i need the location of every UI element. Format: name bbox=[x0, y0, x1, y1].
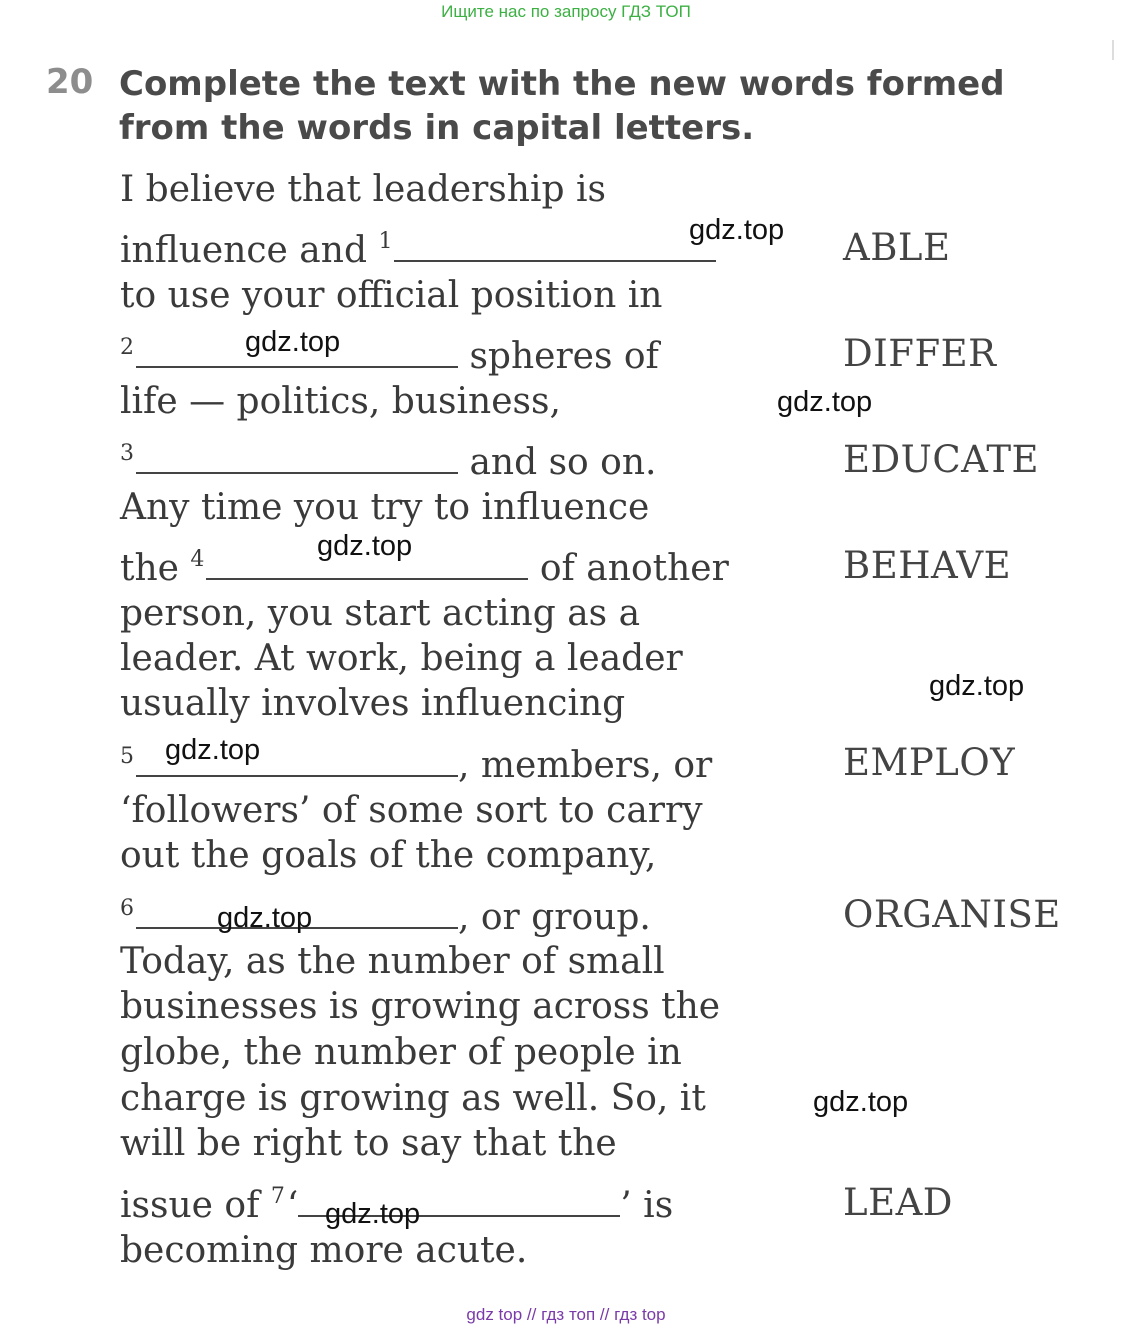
exercise-title: Complete the text with the new words formed from the words in capital letters. bbox=[119, 64, 1005, 148]
text-line-4 bbox=[120, 337, 659, 375]
capital-word-organise: ORGANISE bbox=[843, 893, 1061, 936]
exercise-number: 20 bbox=[46, 62, 94, 102]
text-fragment: , members, or bbox=[458, 745, 713, 786]
gap-number-5: 5 bbox=[120, 744, 134, 769]
text-line-18: globe, the number of people in bbox=[120, 1032, 682, 1073]
text-fragment: and so on. bbox=[458, 442, 657, 483]
text-fragment: issue of bbox=[120, 1185, 271, 1226]
opening-quote: ‘ bbox=[286, 1185, 299, 1226]
watermark: gdz.top bbox=[929, 670, 1025, 702]
text-fragment: ’ is bbox=[620, 1185, 674, 1226]
watermark: gdz.top bbox=[777, 386, 873, 418]
watermark: gdz.top bbox=[325, 1198, 421, 1230]
capital-word-lead: LEAD bbox=[843, 1181, 953, 1224]
watermark: gdz.top bbox=[689, 214, 785, 246]
page-edge-mark bbox=[1112, 40, 1114, 60]
text-line-17: businesses is growing across the bbox=[120, 986, 721, 1027]
gap-number-6: 6 bbox=[120, 896, 134, 921]
watermark: gdz.top bbox=[245, 326, 341, 358]
capital-word-able: ABLE bbox=[843, 226, 951, 269]
gap-number-1: 1 bbox=[378, 229, 393, 254]
capital-word-educate: EDUCATE bbox=[843, 438, 1040, 481]
footer-links[interactable]: gdz top // гдз топ // гдз top bbox=[466, 1305, 666, 1324]
gap-number-3: 3 bbox=[120, 441, 134, 466]
top-banner[interactable]: Ищите нас по запросу ГДЗ ТОП bbox=[441, 2, 691, 21]
gap-blank-3[interactable] bbox=[136, 444, 458, 474]
text-line-14: out the goals of the company, bbox=[120, 835, 657, 876]
text-line-9: person, you start acting as a bbox=[120, 593, 641, 634]
text-fragment: of another bbox=[528, 548, 729, 589]
gap-number-7: 7 bbox=[270, 1184, 285, 1209]
text-line-8 bbox=[120, 549, 729, 587]
text-fragment: spheres of bbox=[458, 336, 659, 377]
capital-word-differ: DIFFER bbox=[843, 332, 997, 375]
text-line-19: charge is growing as well. So, it bbox=[120, 1078, 706, 1119]
text-fragment: , or group. bbox=[458, 897, 651, 938]
text-line-15 bbox=[120, 898, 651, 936]
text-line-10: leader. At work, being a leader bbox=[120, 638, 683, 679]
text-fragment: the bbox=[120, 548, 191, 589]
text-line-6 bbox=[120, 443, 656, 481]
watermark: gdz.top bbox=[813, 1086, 909, 1118]
gap-number-4: 4 bbox=[190, 547, 205, 572]
text-fragment: influence and bbox=[120, 230, 379, 271]
text-line-3: to use your official position in bbox=[120, 275, 663, 316]
text-line-7: Any time you try to influence bbox=[120, 487, 650, 528]
capital-word-employ: EMPLOY bbox=[843, 741, 1016, 784]
text-line-20: will be right to say that the bbox=[120, 1123, 617, 1164]
text-line-5: life — politics, business, bbox=[120, 381, 561, 422]
gap-blank-1[interactable] bbox=[394, 232, 716, 262]
text-line-13: ‘followers’ of some sort to carry bbox=[120, 790, 703, 831]
watermark: gdz.top bbox=[317, 530, 413, 562]
text-line-2 bbox=[120, 231, 716, 269]
text-line-16: Today, as the number of small bbox=[120, 941, 665, 982]
watermark: gdz.top bbox=[165, 734, 261, 766]
text-line-22: becoming more acute. bbox=[120, 1230, 528, 1271]
text-line-11: usually involves influencing bbox=[120, 683, 626, 724]
capital-word-behave: BEHAVE bbox=[843, 544, 1012, 587]
watermark: gdz.top bbox=[217, 902, 313, 934]
text-line-1: I believe that leadership is bbox=[120, 169, 606, 210]
gap-number-2: 2 bbox=[120, 335, 134, 360]
